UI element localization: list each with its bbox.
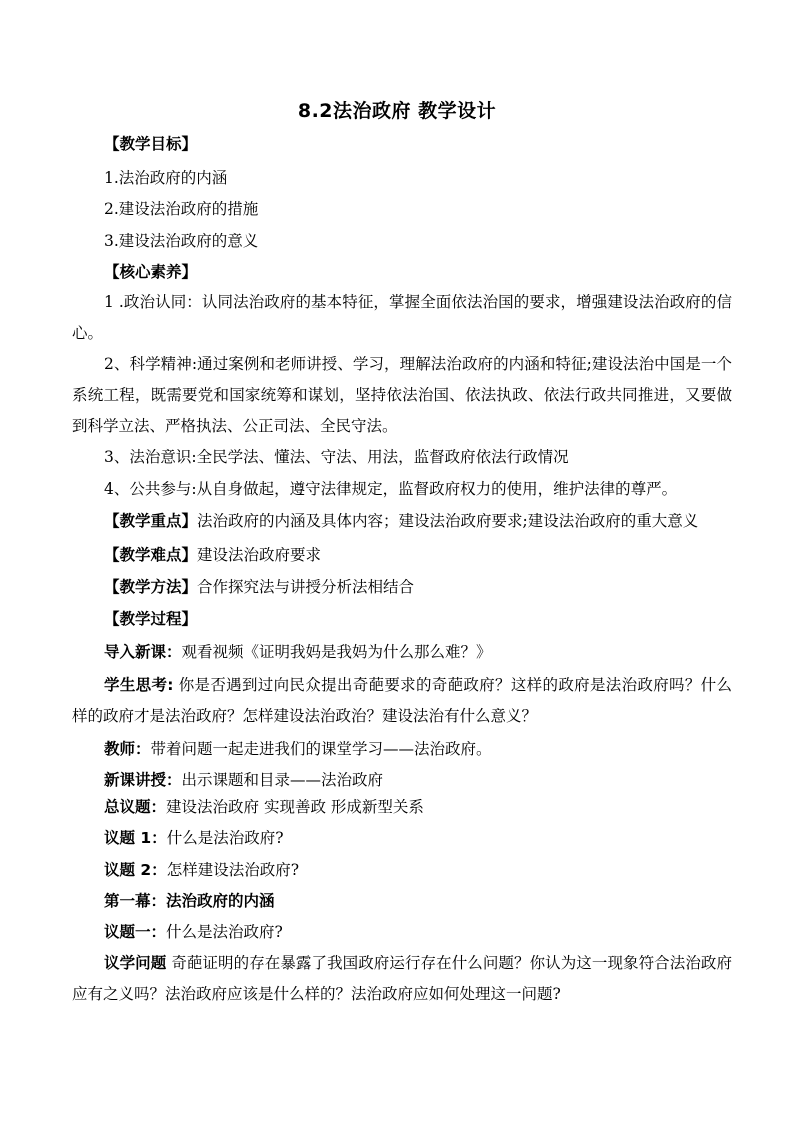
difficulties-line [104,544,321,566]
literacy-paragraph-3: 3、法治意识:全民学法、懂法、守法、用法，监督政府依法行政情况 [104,448,569,466]
study-question-label: 议学问题 [104,954,167,972]
overall-topic-text: 建设法治政府 实现善政 形成新型关系 [166,798,424,816]
difficulties-label: 【教学难点】 [104,546,198,564]
literacy-paragraph-2: 2、科学精神:通过案例和老师讲授、学习，理解法治政府的内涵和特征;建设法治中国是一个系统工程，既需要党和国家统筹和谋划，坚持依法治国、依法执政、依法行政共同推进，又要做到科学立法、严格执法、公正司法、全民守法。 [72,355,732,435]
objective-item-2: 2.建设法治政府的措施 [104,200,259,218]
topic-2-label: 议题 2： [104,861,167,879]
topic-2-line [104,859,299,881]
objectives-heading: 【教学目标】 [104,135,198,153]
teacher-line [104,738,492,760]
literacy-heading: 【核心素养】 [104,263,198,281]
objective-item-3: 3.建设法治政府的意义 [104,232,259,250]
literacy-paragraph-1: 1 .政治认同：认同法治政府的基本特征，掌握全面依法治国的要求，增强建设法治政府的信心。 [72,293,732,342]
think-text: 你是否遇到过向民众提出奇葩要求的奇葩政府？这样的政府是法治政府吗？什么样的政府才是法治政府？怎样建设法治政治？建设法治有什么意义？ [72,676,732,725]
overall-topic-line [104,796,424,818]
study-question-text: 奇葩证明的存在暴露了我国政府运行存在什么问题？你认为这一现象符合法治政府应有之义吗？法治政府应该是什么样的？法治政府应如何处理这一问题? [72,954,732,1003]
methods-line [104,576,414,598]
topic-one-line [104,921,283,943]
topic-one-label: 议题一： [104,923,167,941]
key-points-line [104,510,698,532]
new-lesson-text: 出示课题和目录——法治政府 [181,771,384,789]
intro-label: 导入新课： [104,643,182,661]
new-lesson-label: 新课讲授： [104,771,182,789]
teacher-text: 带着问题一起走进我们的课堂学习——法治政府。 [150,740,492,758]
topic-2-text: 怎样建设法治政府? [166,861,299,879]
study-question-paragraph [72,948,732,1010]
difficulties-text: 建设法治政府要求 [197,546,322,564]
intro-text: 观看视频《证明我妈是我妈为什么那么难？》 [181,643,492,661]
topic-1-label: 议题 1： [104,829,167,847]
key-points-label: 【教学重点】 [104,512,198,530]
student-think-paragraph [72,670,732,732]
methods-text: 合作探究法与讲授分析法相结合 [197,578,415,596]
literacy-paragraph-4: 4、公共参与:从自身做起，遵守法律规定，监督政府权力的使用，维护法律的尊严。 [104,480,678,498]
methods-label: 【教学方法】 [104,578,198,596]
process-heading: 【教学过程】 [104,610,198,628]
think-label: 学生思考: [104,676,174,694]
overall-topic-label: 总议题： [104,798,167,816]
key-points-text: 法治政府的内涵及具体内容；建设法治政府要求;建设法治政府的重大意义 [197,512,699,530]
teacher-label: 教师： [104,740,151,758]
chapter-1-heading: 第一幕：法治政府的内涵 [104,892,275,910]
new-lesson-line [104,769,383,791]
document-title: 8.2法治政府 教学设计 [297,100,497,122]
intro-line [104,641,492,663]
topic-1-line [104,827,284,849]
objective-item-1: 1.法治政府的内涵 [104,169,228,187]
topic-one-text: 什么是法治政府? [166,923,283,941]
topic-1-text: 什么是法治政府? [166,829,284,847]
